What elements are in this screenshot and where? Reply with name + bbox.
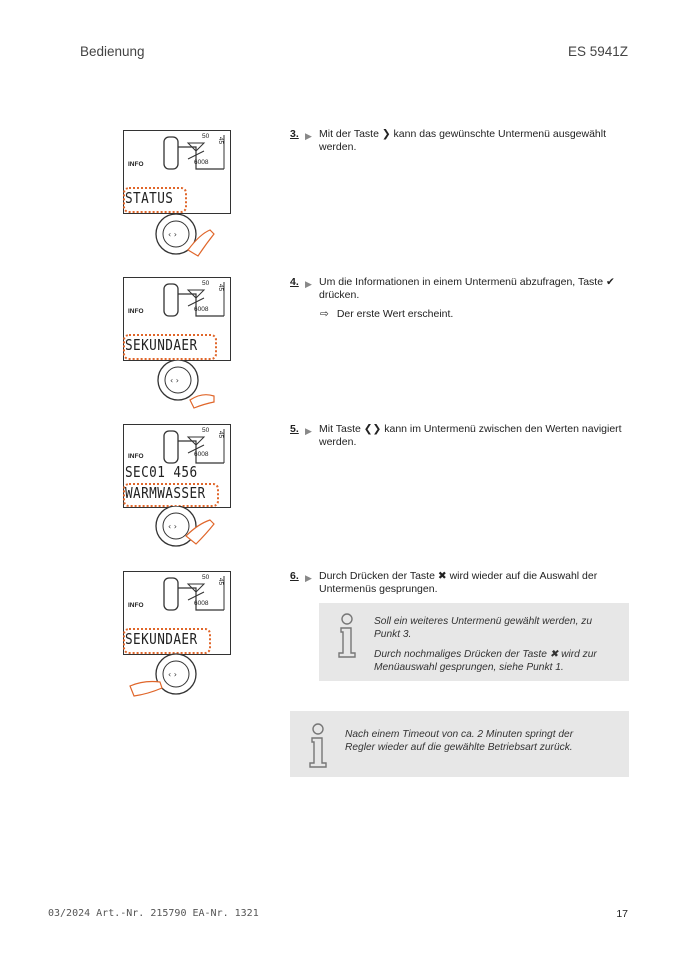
step-arrow-icon: ▶ xyxy=(305,426,312,436)
lcd-display-sekundaer-back xyxy=(123,571,231,655)
lcd-line2: WARMWASSER xyxy=(125,484,206,502)
note-1-paragraph-1: Soll ein weiteres Untermenü gewählt werden, zu Punkt 3. xyxy=(374,616,593,640)
lcd-top-value: 50 xyxy=(202,574,210,581)
lcd-info-label: INFO xyxy=(128,602,144,609)
lcd-top-value: 50 xyxy=(202,427,210,434)
footer-article-info: 03/2024 Art.-Nr. 215790 EA-Nr. 1321 xyxy=(48,908,259,919)
step-text: Um die Informationen in einem Untermenü abzufragen, Taste ✔ drücken. xyxy=(319,276,615,301)
step-number: 4. xyxy=(290,276,299,288)
lcd-top-value: 50 xyxy=(202,133,210,140)
lcd-line1: SEC01 456 xyxy=(125,463,198,481)
step-text: Mit Taste ❮❯ kann im Untermenü zwischen den Werten navigiert werden. xyxy=(319,423,622,448)
step-4 xyxy=(290,276,630,302)
step-arrow-icon: ▶ xyxy=(305,279,312,289)
step-number: 6. xyxy=(290,570,299,582)
lcd-info-label: INFO xyxy=(128,453,144,460)
lcd-mid-value: 6008 xyxy=(194,159,209,166)
svg-text:‹ ›: ‹ › xyxy=(168,670,177,679)
step-3 xyxy=(290,128,630,154)
header-model-number: ES 5941Z xyxy=(567,44,628,59)
control-knob-icon xyxy=(148,506,218,556)
header-section-title: Bedienung xyxy=(80,44,145,59)
step-text: Mit der Taste ❯ kann das gewünschte Untermenü ausgewählt werden. xyxy=(319,128,607,153)
page-number: 17 xyxy=(616,908,628,920)
pointing-hand-icon xyxy=(190,395,214,408)
lcd-side-value: 45 xyxy=(217,577,225,586)
lcd-display-status xyxy=(123,130,231,214)
lcd-side-value: 45 xyxy=(217,283,225,292)
lcd-line2: SEKUNDAER xyxy=(125,336,198,354)
lcd-display-sekundaer xyxy=(123,277,231,361)
lcd-side-value: 45 xyxy=(217,136,225,145)
lcd-info-label: INFO xyxy=(128,308,144,315)
svg-text:‹ ›: ‹ › xyxy=(170,376,179,385)
step-number: 5. xyxy=(290,423,299,435)
result-text: Der erste Wert erscheint. xyxy=(336,308,454,320)
control-knob-icon xyxy=(126,652,216,704)
step-text: Durch Drücken der Taste ✖ wird wieder auf die Auswahl der Untermenüs gesprungen. xyxy=(319,570,598,595)
control-knob-icon xyxy=(148,212,218,262)
info-icon xyxy=(306,723,330,769)
svg-text:‹ ›: ‹ › xyxy=(168,522,177,531)
step-6 xyxy=(290,570,630,596)
info-note-1 xyxy=(319,603,629,681)
lcd-line2: STATUS xyxy=(125,189,174,207)
result-arrow-icon: ⇨ xyxy=(320,308,329,320)
lcd-info-label: INFO xyxy=(128,161,144,168)
info-icon xyxy=(335,613,359,659)
step-5 xyxy=(290,423,630,449)
lcd-side-value: 45 xyxy=(217,430,225,439)
step-arrow-icon: ▶ xyxy=(305,573,312,583)
step-arrow-icon: ▶ xyxy=(305,131,312,141)
pointing-hand-icon xyxy=(130,682,162,697)
note-1-paragraph-2: Durch nochmaliges Drücken der Taste ✖ wird zur Menüauswahl gesprungen, siehe Punkt 1. xyxy=(374,649,597,673)
lcd-mid-value: 6008 xyxy=(194,600,209,607)
note-2-paragraph: Nach einem Timeout von ca. 2 Minuten springt der Regler wieder auf die gewählte Betriebsart zurück. xyxy=(345,729,574,753)
info-note-2 xyxy=(290,711,629,777)
lcd-display-warmwasser xyxy=(123,424,231,508)
step-number: 3. xyxy=(290,128,299,140)
lcd-line2: SEKUNDAER xyxy=(125,630,198,648)
step-4-result xyxy=(320,308,453,320)
lcd-top-value: 50 xyxy=(202,280,210,287)
lcd-mid-value: 6008 xyxy=(194,451,209,458)
lcd-mid-value: 6008 xyxy=(194,306,209,313)
control-knob-icon xyxy=(150,360,220,410)
svg-text:‹ ›: ‹ › xyxy=(168,230,177,239)
